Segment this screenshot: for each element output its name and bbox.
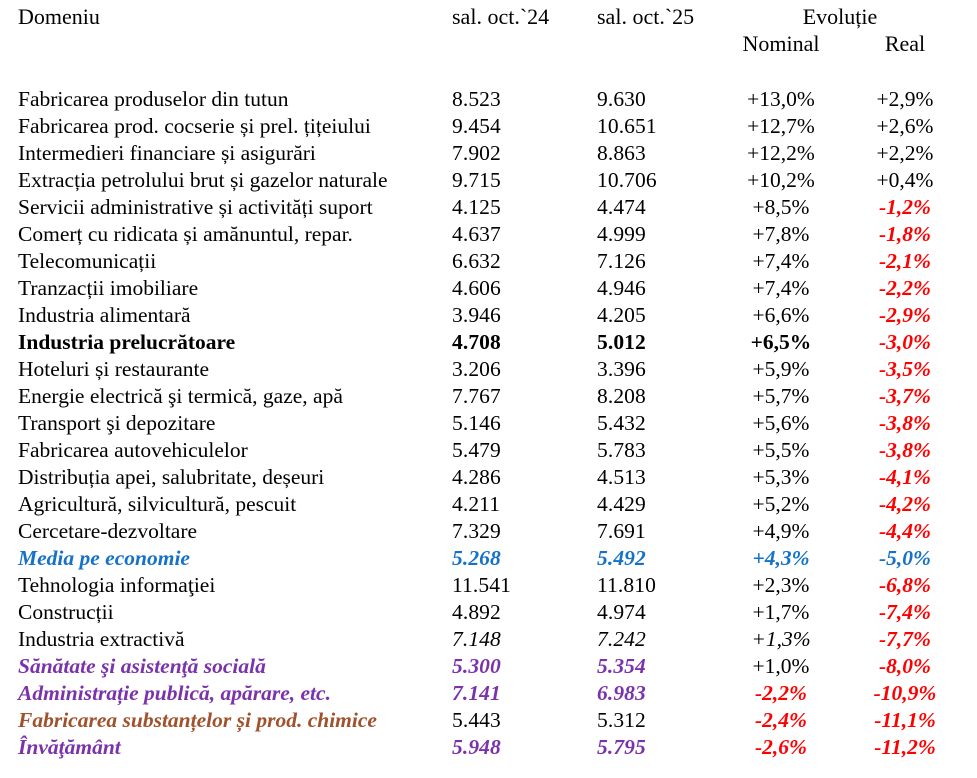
cell-domeniu: Intermedieri financiare și asigurări xyxy=(18,141,316,165)
cell-sal-curr: 4.946 xyxy=(597,276,646,300)
cell-sal-curr: 8.208 xyxy=(597,384,646,408)
cell-sal-curr: 5.312 xyxy=(597,708,646,732)
cell-nominal: +5,2% xyxy=(752,492,810,516)
cell-domeniu: Telecomunicații xyxy=(18,249,157,273)
cell-domeniu: Extracția petrolului brut și gazelor naturale xyxy=(18,168,388,192)
cell-sal-prev: 9.454 xyxy=(452,114,501,138)
cell-domeniu: Industria extractivă xyxy=(18,627,185,651)
cell-real: -7,4% xyxy=(879,600,931,624)
cell-sal-curr: 5.783 xyxy=(597,438,646,462)
cell-domeniu: Fabricarea produselor din tutun xyxy=(18,87,289,111)
cell-real: -10,9% xyxy=(873,681,937,705)
cell-nominal: +12,7% xyxy=(747,114,815,138)
cell-sal-curr: 3.396 xyxy=(597,357,646,381)
cell-nominal: +10,2% xyxy=(747,168,815,192)
cell-domeniu: Construcții xyxy=(18,600,114,624)
cell-sal-prev: 7.141 xyxy=(452,681,501,705)
cell-nominal: +8,5% xyxy=(752,195,810,219)
cell-nominal: +4,3% xyxy=(752,546,810,570)
cell-nominal: +5,9% xyxy=(752,357,810,381)
cell-domeniu: Fabricarea autovehiculelor xyxy=(18,438,248,462)
column-header-sal-prev: sal. oct.`24 xyxy=(452,4,550,29)
cell-sal-prev: 5.479 xyxy=(452,438,501,462)
table-row xyxy=(0,221,977,248)
column-header-sal-curr: sal. oct.`25 xyxy=(597,4,695,29)
cell-nominal: +4,9% xyxy=(752,519,810,543)
cell-domeniu: Tranzacții imobiliare xyxy=(18,276,199,300)
cell-sal-curr: 5.795 xyxy=(597,735,646,759)
column-header-evolutie: Evoluție xyxy=(802,4,878,29)
cell-sal-curr: 4.999 xyxy=(597,222,646,246)
cell-sal-prev: 4.606 xyxy=(452,276,501,300)
cell-domeniu: Fabricarea prod. cocserie și prel. țițeiului xyxy=(18,114,371,138)
cell-domeniu: Tehnologia informaţiei xyxy=(18,573,216,597)
cell-nominal: +1,3% xyxy=(751,627,811,651)
cell-nominal: +7,4% xyxy=(752,249,810,273)
cell-sal-prev: 5.268 xyxy=(452,546,501,570)
cell-sal-curr: 10.706 xyxy=(597,168,657,192)
cell-sal-curr: 6.983 xyxy=(597,681,646,705)
cell-sal-curr: 7.126 xyxy=(597,249,646,273)
cell-domeniu: Hoteluri și restaurante xyxy=(18,357,210,381)
cell-domeniu: Distribuția apei, salubritate, deșeuri xyxy=(18,465,325,489)
cell-real: +2,6% xyxy=(876,114,934,138)
table-row xyxy=(0,329,977,356)
cell-real: -2,1% xyxy=(879,249,931,273)
cell-nominal: -2,4% xyxy=(755,708,807,732)
table-row xyxy=(0,140,977,167)
cell-domeniu: Învăţământ xyxy=(18,735,121,759)
cell-sal-curr: 5.432 xyxy=(597,411,646,435)
cell-sal-curr: 4.474 xyxy=(597,195,646,219)
cell-nominal: +7,8% xyxy=(752,222,810,246)
cell-sal-prev: 9.715 xyxy=(452,168,501,192)
cell-nominal: +5,3% xyxy=(752,465,810,489)
cell-sal-curr: 4.205 xyxy=(597,303,646,327)
table-row xyxy=(0,275,977,302)
cell-domeniu: Fabricarea substanțelor și prod. chimice xyxy=(18,708,377,732)
cell-domeniu: Energie electrică şi termică, gaze, apă xyxy=(18,384,343,408)
cell-nominal: +5,7% xyxy=(752,384,810,408)
cell-domeniu: Cercetare-dezvoltare xyxy=(18,519,198,543)
cell-real: -1,8% xyxy=(879,222,931,246)
cell-nominal: +5,5% xyxy=(752,438,810,462)
cell-sal-curr: 4.429 xyxy=(597,492,646,516)
table-row xyxy=(0,437,977,464)
cell-real: -3,5% xyxy=(879,357,931,381)
cell-domeniu: Industria alimentară xyxy=(18,303,191,327)
cell-real: -11,1% xyxy=(874,708,936,732)
table-row xyxy=(0,464,977,491)
cell-sal-prev: 4.708 xyxy=(452,330,501,354)
cell-nominal: -2,6% xyxy=(755,735,807,759)
table-row xyxy=(0,599,977,626)
cell-sal-prev: 7.329 xyxy=(452,519,501,543)
cell-sal-curr: 5.492 xyxy=(597,546,646,570)
cell-real: -7,7% xyxy=(879,627,931,651)
cell-real: -11,2% xyxy=(874,735,936,759)
cell-sal-prev: 5.948 xyxy=(452,735,501,759)
cell-real: -5,0% xyxy=(879,546,931,570)
table-row xyxy=(0,248,977,275)
cell-sal-curr: 10.651 xyxy=(597,114,657,138)
cell-nominal: +12,2% xyxy=(747,141,815,165)
cell-domeniu: Agricultură, silvicultură, pescuit xyxy=(18,492,297,516)
table-body xyxy=(0,86,977,761)
cell-sal-curr: 7.242 xyxy=(597,627,646,651)
table-row xyxy=(0,113,977,140)
cell-real: -6,8% xyxy=(879,573,931,597)
table-row xyxy=(0,491,977,518)
table-row xyxy=(0,167,977,194)
cell-real: -3,8% xyxy=(879,438,931,462)
cell-nominal: +5,6% xyxy=(752,411,810,435)
cell-real: -4,4% xyxy=(879,519,931,543)
column-header-domeniu: Domeniu xyxy=(18,4,100,29)
table-row xyxy=(0,383,977,410)
cell-real: +0,4% xyxy=(876,168,934,192)
table-row xyxy=(0,410,977,437)
cell-sal-curr: 8.863 xyxy=(597,141,646,165)
cell-real: -4,2% xyxy=(879,492,931,516)
cell-nominal: +1,7% xyxy=(752,600,810,624)
table-row xyxy=(0,734,977,761)
cell-real: -8,0% xyxy=(879,654,931,678)
cell-sal-prev: 8.523 xyxy=(452,87,501,111)
cell-nominal: +6,6% xyxy=(752,303,810,327)
cell-sal-curr: 5.012 xyxy=(597,330,646,354)
cell-domeniu: Administrație publică, apărare, etc. xyxy=(18,681,331,705)
cell-domeniu: Transport şi depozitare xyxy=(18,411,216,435)
table-row xyxy=(0,572,977,599)
table-row xyxy=(0,653,977,680)
cell-nominal: -2,2% xyxy=(755,681,807,705)
table-row xyxy=(0,518,977,545)
cell-sal-prev: 7.902 xyxy=(452,141,501,165)
cell-nominal: +6,5% xyxy=(750,330,812,354)
table-row xyxy=(0,545,977,572)
cell-sal-prev: 5.300 xyxy=(452,654,501,678)
cell-sal-curr: 4.974 xyxy=(597,600,646,624)
table-header xyxy=(0,0,977,68)
cell-sal-prev: 4.286 xyxy=(452,465,501,489)
column-header-nominal: Nominal xyxy=(742,31,820,56)
cell-real: +2,2% xyxy=(876,141,934,165)
cell-domeniu: Servicii administrative și activități suport xyxy=(18,195,373,219)
cell-sal-curr: 9.630 xyxy=(597,87,646,111)
cell-sal-curr: 5.354 xyxy=(597,654,646,678)
cell-real: -4,1% xyxy=(879,465,931,489)
table-row xyxy=(0,626,977,653)
column-header-real: Real xyxy=(884,31,926,56)
table-row xyxy=(0,302,977,329)
cell-domeniu: Industria prelucrătoare xyxy=(18,330,236,354)
cell-real: +2,9% xyxy=(876,87,934,111)
cell-sal-prev: 4.637 xyxy=(452,222,501,246)
cell-nominal: +13,0% xyxy=(747,87,815,111)
cell-sal-prev: 7.148 xyxy=(452,627,501,651)
cell-sal-prev: 4.125 xyxy=(452,195,501,219)
cell-sal-prev: 3.946 xyxy=(452,303,501,327)
cell-sal-prev: 4.892 xyxy=(452,600,501,624)
table-row xyxy=(0,86,977,113)
table-row xyxy=(0,194,977,221)
cell-nominal: +1,0% xyxy=(752,654,810,678)
cell-real: -2,2% xyxy=(879,276,931,300)
cell-sal-prev: 5.146 xyxy=(452,411,501,435)
cell-nominal: +2,3% xyxy=(752,573,810,597)
cell-sal-prev: 7.767 xyxy=(452,384,501,408)
cell-real: -3,0% xyxy=(879,330,931,354)
cell-nominal: +7,4% xyxy=(752,276,810,300)
cell-sal-prev: 4.211 xyxy=(452,492,501,516)
cell-sal-prev: 6.632 xyxy=(452,249,501,273)
cell-real: -1,2% xyxy=(879,195,931,219)
cell-sal-prev: 5.443 xyxy=(452,708,501,732)
cell-sal-prev: 3.206 xyxy=(452,357,501,381)
cell-domeniu: Comerț cu ridicata și amănuntul, repar. xyxy=(18,222,353,246)
table-row xyxy=(0,707,977,734)
cell-sal-curr: 7.691 xyxy=(597,519,646,543)
cell-sal-curr: 11.810 xyxy=(597,573,656,597)
cell-sal-curr: 4.513 xyxy=(597,465,646,489)
cell-domeniu: Sănătate şi asistenţă socială xyxy=(18,654,266,678)
cell-real: -3,7% xyxy=(879,384,931,408)
table-row xyxy=(0,356,977,383)
cell-real: -2,9% xyxy=(879,303,931,327)
cell-domeniu: Media pe economie xyxy=(18,546,190,570)
cell-sal-prev: 11.541 xyxy=(452,573,511,597)
cell-real: -3,8% xyxy=(879,411,931,435)
table-row xyxy=(0,680,977,707)
